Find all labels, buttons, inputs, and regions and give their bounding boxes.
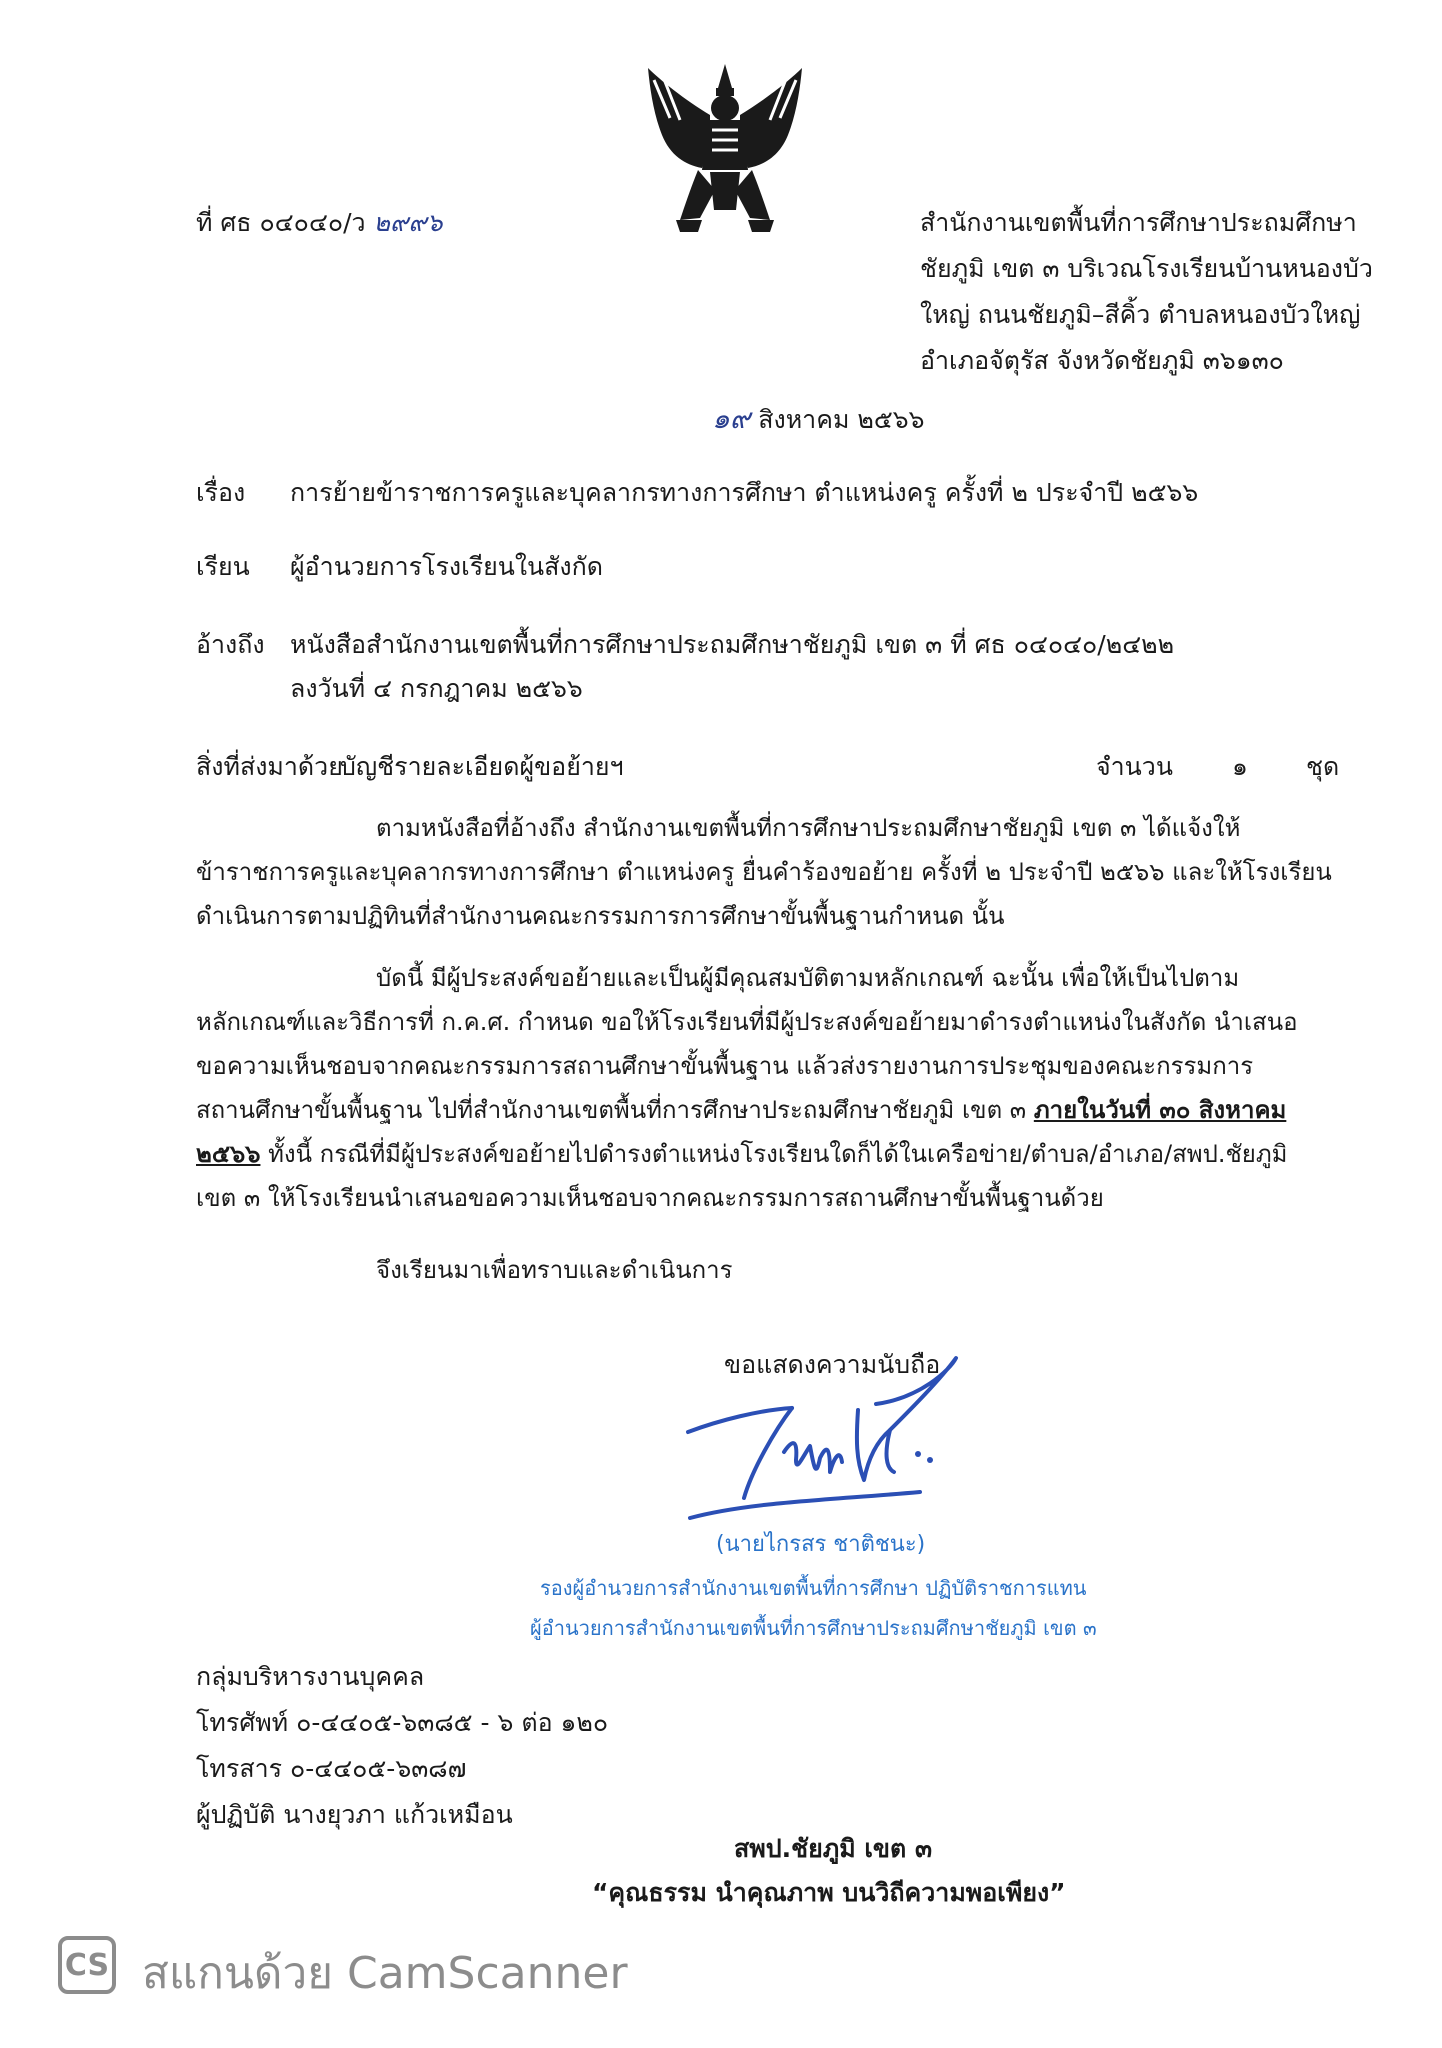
reference-line-2: ลงวันที่ ๔ กรกฎาคม ๒๕๖๖: [290, 674, 583, 703]
ref-number-printed: ที่ ศธ ๐๔๐๔๐/ว: [196, 208, 366, 237]
enclosure-unit: ชุด: [1306, 752, 1340, 781]
issuer-address-line-3: ใหญ่ ถนนชัยภูมิ–สีคิ้ว ตำบลหนองบัวใหญ่: [920, 300, 1361, 329]
contact-officer: ผู้ปฏิบัติ นางยุวภา แก้วเหมือน: [196, 1800, 513, 1829]
motto-org: สพป.ชัยภูมิ เขต ๓: [734, 1834, 933, 1863]
camscanner-logo: CS: [58, 1936, 116, 1994]
motto-text: “คุณธรรม นำคุณภาพ บนวิถีความพอเพียง”: [592, 1878, 1066, 1907]
para2-line-5-text: ทั้งนี้ กรณีที่มีผู้ประสงค์ขอย้ายไปดำรงตำแหน่งโรงเรียนใดก็ได้ในเครือข่าย/ตำบล/อำเภอ/สพป.ชัยภูมิ: [260, 1140, 1288, 1168]
para1-line-1: ตามหนังสือที่อ้างถึง สำนักงานเขตพื้นที่การศึกษาประถมศึกษาชัยภูมิ เขต ๓ ได้แจ้งให้: [376, 814, 1241, 842]
deadline-year: ๒๕๖๖: [196, 1140, 261, 1168]
enclosure-text: บัญชีรายละเอียดผู้ขอย้ายฯ: [340, 752, 624, 781]
reference-label: อ้างถึง: [196, 630, 265, 659]
enclosure-qty-label: จำนวน: [1096, 752, 1173, 781]
contact-phone: โทรศัพท์ ๐-๔๔๐๕-๖๓๘๕ - ๖ ต่อ ๑๒๐: [196, 1708, 609, 1737]
issuer-address-line-2: ชัยภูมิ เขต ๓ บริเวณโรงเรียนบ้านหนองบัว: [920, 254, 1373, 283]
para1-line-2: ข้าราชการครูและบุคลากรทางการศึกษา ตำแหน่งครู ยื่นคำร้องขอย้าย ครั้งที่ ๒ ประจำปี ๒๕๖๖ และให้โรงเรียน: [196, 858, 1332, 886]
signer-title-line-2: ผู้อำนวยการสำนักงานเขตพื้นที่การศึกษาประถมศึกษาชัยภูมิ เขต ๓: [530, 1616, 1097, 1640]
enclosure-label: สิ่งที่ส่งมาด้วย: [196, 752, 343, 781]
contact-department: กลุ่มบริหารงานบุคคล: [196, 1662, 425, 1691]
deadline-date: ภายในวันที่ ๓๐ สิงหาคม: [1033, 1096, 1287, 1124]
para2-line-1: บัดนี้ มีผู้ประสงค์ขอย้ายและเป็นผู้มีคุณสมบัติตามหลักเกณฑ์ ฉะนั้น เพื่อให้เป็นไปตาม: [376, 964, 1240, 992]
ref-number: [196, 208, 443, 238]
letter-date: [712, 404, 925, 435]
ref-number-handwritten: ๒๙๙๖: [373, 208, 443, 237]
to-text: ผู้อำนวยการโรงเรียนในสังกัด: [290, 552, 603, 581]
subject-label: เรื่อง: [196, 478, 246, 507]
subject-text: การย้ายข้าราชการครูและบุคลากรทางการศึกษา ตำแหน่งครู ครั้งที่ ๒ ประจำปี ๒๕๖๖: [290, 478, 1199, 507]
para2-line-6: เขต ๓ ให้โรงเรียนนำเสนอขอความเห็นชอบจากคณะกรรมการสถานศึกษาขั้นพื้นฐานด้วย: [196, 1184, 1104, 1212]
closing-line: จึงเรียนมาเพื่อทราบและดำเนินการ: [376, 1256, 733, 1284]
date-day-handwritten: ๑๙: [712, 402, 751, 435]
issuer-address-line-1: สำนักงานเขตพื้นที่การศึกษาประถมศึกษา: [920, 208, 1357, 237]
para1-line-3: ดำเนินการตามปฏิทินที่สำนักงานคณะกรรมการการศึกษาขั้นพื้นฐานกำหนด นั้น: [196, 902, 1005, 930]
signer-title-line-1: รองผู้อำนวยการสำนักงานเขตพื้นที่การศึกษา ปฏิบัติราชการแทน: [540, 1576, 1087, 1600]
contact-fax: โทรสาร ๐-๔๔๐๕-๖๓๘๗: [196, 1754, 467, 1783]
para2-line-3: ขอความเห็นชอบจากคณะกรรมการสถานศึกษาขั้นพื้นฐาน แล้วส่งรายงานการประชุมของคณะกรรมการ: [196, 1052, 1254, 1080]
garuda-emblem-icon: [640, 60, 810, 235]
date-month-year: สิงหาคม ๒๕๖๖: [758, 405, 925, 434]
signer-name: (นายไกรสร ชาติชนะ): [716, 1532, 926, 1557]
para2-line-2: หลักเกณฑ์และวิธีการที่ ก.ค.ศ. กำหนด ขอให้โรงเรียนที่มีผู้ประสงค์ขอย้ายมาดำรงตำแหน่งในสังกัด นำเสนอ: [196, 1008, 1298, 1036]
regards-text: ขอแสดงความนับถือ: [724, 1350, 941, 1379]
enclosure-qty: ๑: [1232, 752, 1248, 781]
para2-line-4: [196, 1088, 1286, 1132]
issuer-address-line-4: อำเภอจัตุรัส จังหวัดชัยภูมิ ๓๖๑๓๐: [920, 346, 1284, 375]
camscanner-label: สแกนด้วย CamScanner: [142, 1948, 628, 1999]
para2-line-4-text: สถานศึกษาขั้นพื้นฐาน ไปที่สำนักงานเขตพื้นที่การศึกษาประถมศึกษาชัยภูมิ เขต ๓: [196, 1096, 1034, 1124]
to-label: เรียน: [196, 552, 250, 581]
signature-image: [680, 1350, 1000, 1530]
para2-line-5: [196, 1132, 1287, 1176]
reference-line-1: หนังสือสำนักงานเขตพื้นที่การศึกษาประถมศึกษาชัยภูมิ เขต ๓ ที่ ศธ ๐๔๐๔๐/๒๔๒๒: [290, 630, 1175, 659]
